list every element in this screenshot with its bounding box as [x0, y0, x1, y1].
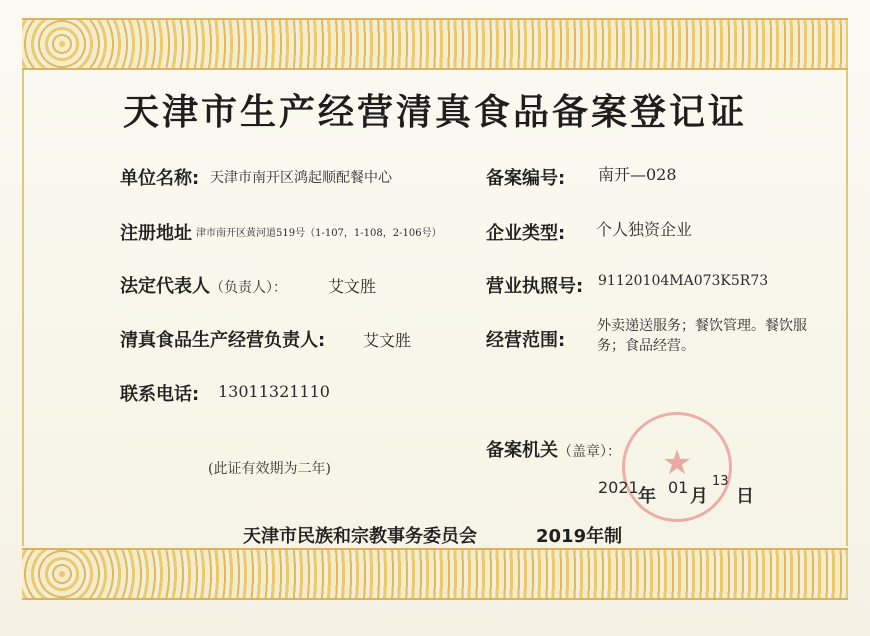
record-no-value: 南开—028 [598, 165, 677, 184]
halal-manager-value: 艾文胜 [363, 331, 412, 350]
legal-rep-value: 艾文胜 [328, 277, 377, 296]
legal-rep-label [120, 272, 287, 298]
bottom-ornamental-border [22, 548, 848, 600]
date-year-unit: 年 [638, 486, 656, 507]
reg-address-label: 注册地址 [120, 223, 192, 244]
enterprise-type-label: 企业类型: [486, 223, 566, 244]
date-month-unit: 月 [690, 486, 708, 507]
record-authority-note: （盖章）： [558, 444, 621, 460]
date-day-unit: 日 [736, 486, 754, 507]
enterprise-type-value: 个人独资企业 [596, 220, 693, 239]
license-no-label: 营业执照号: [486, 276, 584, 297]
issuer-name: 天津市民族和宗教事务委员会 [243, 526, 477, 547]
star-seal-icon: ★ [661, 443, 693, 483]
license-no-value: 91120104MA073K5R73 [598, 273, 769, 289]
unit-name-label: 单位名称: [120, 168, 200, 189]
made-year: 2019年制 [536, 526, 623, 547]
date-month: 01 [668, 478, 689, 497]
phone-label: 联系电话: [120, 384, 200, 405]
left-border-line [22, 70, 24, 546]
reg-address-value: 津市南开区黄河道519号（1-107，1-108，2-106号） [196, 228, 442, 239]
certificate-title: 天津市生产经营清真食品备案登记证 [122, 91, 747, 133]
date-year: 2021 [598, 478, 639, 497]
validity-note: (此证有效期为二年) [208, 461, 331, 477]
record-no-label: 备案编号: [486, 168, 566, 189]
record-authority-label [486, 436, 621, 462]
legal-rep-note: （负责人）： [210, 280, 287, 296]
halal-manager-label: 清真食品生产经营负责人: [120, 330, 326, 351]
record-authority-label-text: 备案机关 [486, 440, 558, 461]
phone-value: 13011321110 [218, 382, 330, 401]
legal-rep-label-text: 法定代表人 [120, 276, 210, 297]
right-border-line [846, 70, 848, 546]
top-ornamental-border [22, 18, 848, 70]
unit-name-value: 天津市南开区鸿起顺配餐中心 [210, 170, 392, 186]
date-day: 13 [712, 474, 729, 489]
business-scope-label: 经营范围: [486, 330, 566, 351]
business-scope-value: 外卖递送服务；餐饮管理。餐饮服务；食品经营。 [597, 318, 807, 354]
